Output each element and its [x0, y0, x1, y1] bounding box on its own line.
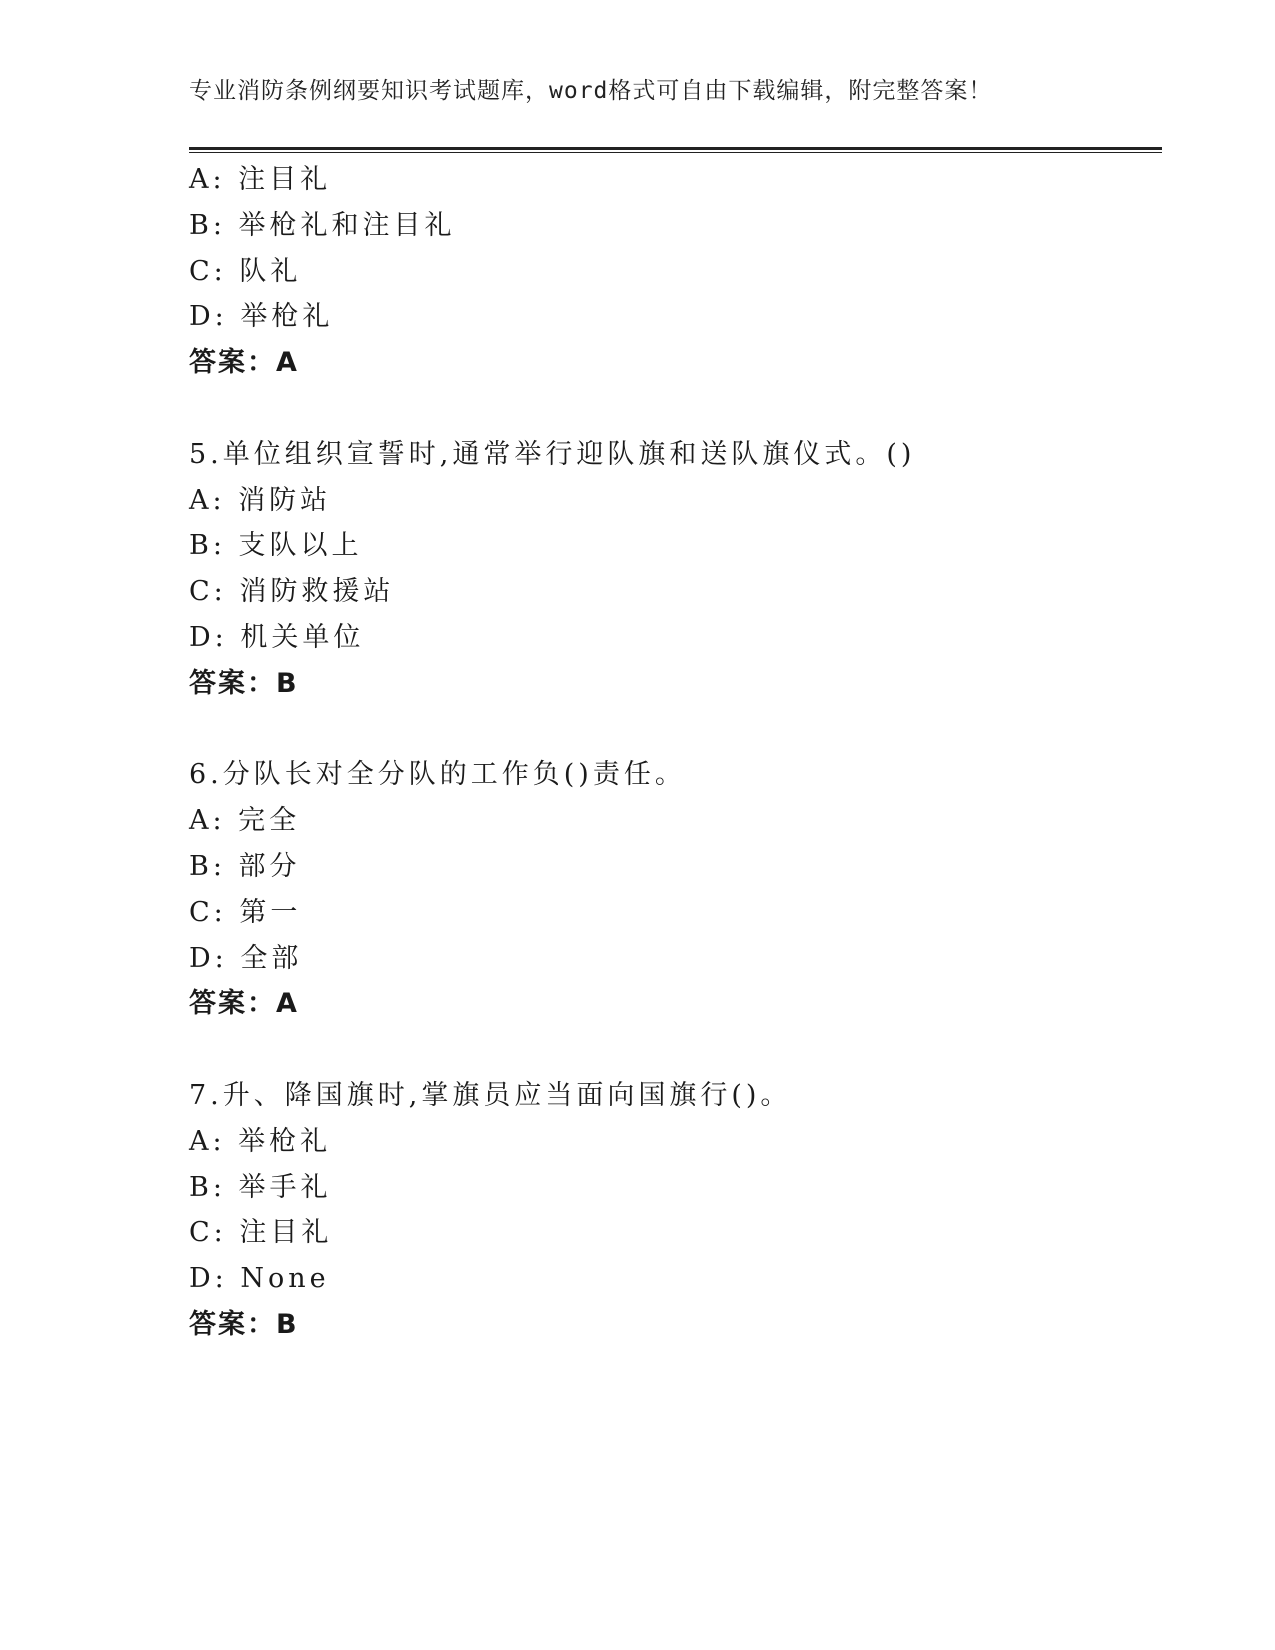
question-stem: 6.分队长对全分队的工作负()责任。	[189, 759, 686, 791]
header-divider	[189, 147, 1162, 153]
option-a: A: 注目礼	[189, 164, 332, 195]
option-c: C: 注目礼	[189, 1217, 333, 1249]
answer-line: 答案：B	[189, 667, 299, 699]
option-d: D: 全部	[189, 942, 303, 974]
spacer	[189, 1027, 1162, 1073]
page-header: 专业消防条例纲要知识考试题库，word格式可自由下载编辑，附完整答案！	[189, 78, 993, 104]
option-c: C: 第一	[189, 896, 302, 928]
divider-thin-line	[189, 152, 1162, 153]
spacer	[189, 707, 1162, 753]
option-b: B: 举手礼	[189, 1171, 332, 1203]
question-list	[189, 157, 1162, 1348]
option-b: B: 举枪礼和注目礼	[189, 209, 456, 241]
option-d: D: 机关单位	[189, 621, 365, 653]
option-b: B: 支队以上	[189, 530, 363, 562]
option-d: D: None	[189, 1263, 330, 1295]
option-a: A: 消防站	[189, 484, 332, 516]
option-a: A: 完全	[189, 805, 301, 837]
question-stem: 7.升、降国旗时,掌旗员应当面向国旗行()。	[189, 1079, 792, 1111]
divider-thick-line	[189, 147, 1162, 150]
option-c: C: 消防救援站	[189, 576, 395, 608]
option-d: D: 举枪礼	[189, 301, 334, 333]
option-b: B: 部分	[189, 850, 301, 882]
option-a: A: 举枪礼	[189, 1125, 332, 1157]
answer-line: 答案：B	[189, 1308, 299, 1340]
answer-line: 答案：A	[189, 347, 299, 379]
question-stem: 5.单位组织宣誓时,通常举行迎队旗和送队旗仪式。()	[189, 438, 916, 470]
answer-line: 答案：A	[189, 988, 299, 1020]
spacer	[189, 386, 1162, 432]
option-c: C: 队礼	[189, 255, 302, 287]
